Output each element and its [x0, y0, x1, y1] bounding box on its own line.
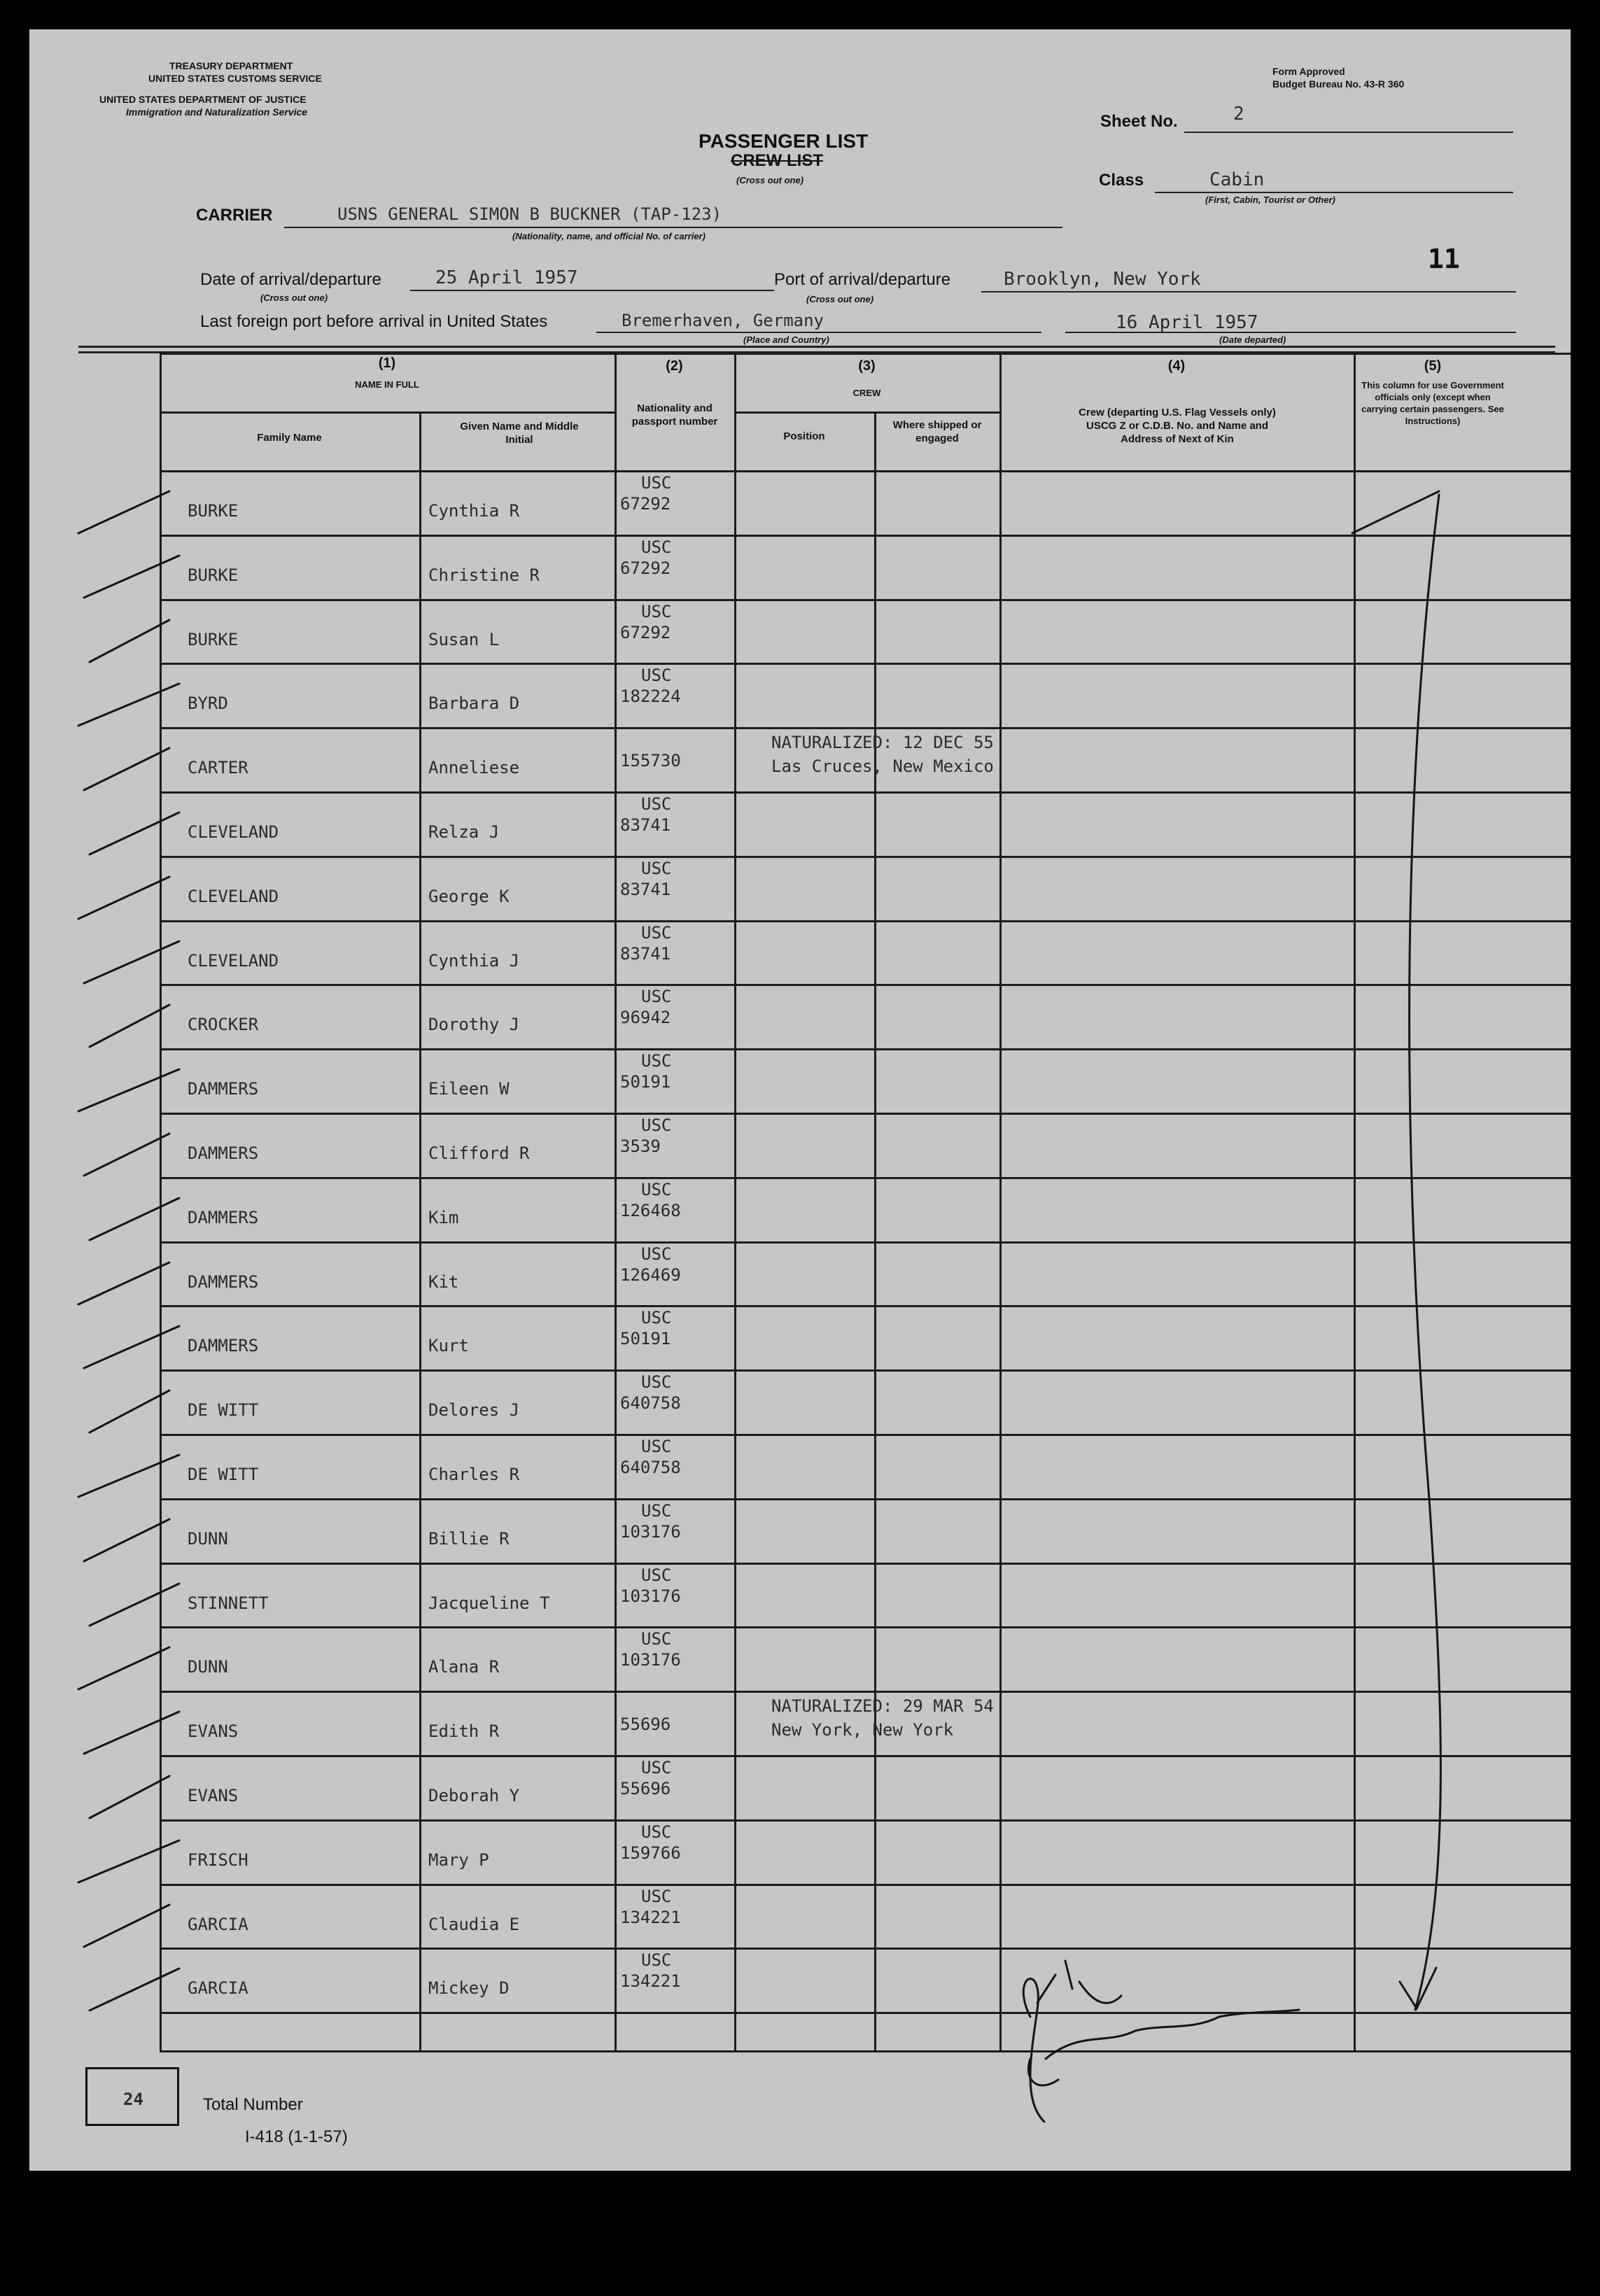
passport-number: 67292	[620, 623, 671, 642]
passport-number: 83741	[620, 815, 671, 835]
place-hint: (Place and Country)	[743, 334, 829, 345]
row-check-mark	[90, 1198, 179, 1240]
row-check-mark	[84, 1326, 179, 1368]
passport-number: 640758	[620, 1393, 681, 1413]
row-check-mark	[84, 1134, 169, 1176]
form-number: I-418 (1-1-57)	[245, 2127, 348, 2146]
row-check-mark	[84, 1905, 169, 1947]
carrier-value: USNS GENERAL SIMON B BUCKNER (TAP-123)	[337, 204, 722, 224]
class-label: Class	[1099, 171, 1144, 190]
nationality: USC	[641, 1372, 672, 1392]
nationality: USC	[641, 1180, 672, 1199]
row-check-mark	[84, 556, 179, 598]
col2-number: (2)	[666, 358, 683, 374]
passport-number: 3539	[620, 1136, 661, 1156]
family-name: EVANS	[188, 1786, 239, 1805]
given-name: Deborah Y	[428, 1786, 520, 1805]
given-name: Kit	[428, 1272, 459, 1292]
passport-number: 640758	[620, 1458, 681, 1477]
crew-list-crossed: CREW LIST	[731, 151, 823, 170]
given-name: Eileen W	[428, 1079, 510, 1099]
nationality: USC	[641, 1950, 672, 1970]
family-name: DUNN	[188, 1529, 228, 1549]
where-shipped-header: Where shipped or engaged	[892, 419, 982, 444]
family-name: DAMMERS	[188, 1336, 259, 1355]
column5-arrow-line	[1410, 495, 1441, 2010]
carrier-hint: (Nationality, name, and official No. of carrier)	[512, 231, 706, 241]
col2-title: Nationality and passport number	[631, 402, 718, 428]
nationality: USC	[641, 1308, 672, 1327]
naturalized-place: New York, New York	[771, 1720, 954, 1740]
agency-line-3: UNITED STATES DEPARTMENT OF JUSTICE	[99, 94, 307, 105]
given-name: Mickey D	[428, 1978, 510, 1998]
family-name: DAMMERS	[188, 1272, 259, 1292]
passport-number: 134221	[620, 1908, 681, 1927]
naturalized-place: Las Cruces, New Mexico	[771, 756, 994, 776]
family-name: CLEVELAND	[188, 887, 279, 906]
nationality: USC	[641, 1822, 672, 1842]
row-check-mark	[84, 941, 179, 983]
passport-number: 67292	[620, 558, 671, 578]
row-check-mark	[78, 1647, 169, 1689]
total-value: 24	[123, 2090, 143, 2109]
family-name: CLEVELAND	[188, 822, 279, 842]
passport-number: 96942	[620, 1008, 671, 1027]
handwritten-signature	[1023, 1961, 1299, 2122]
form-approved: Form Approved	[1272, 66, 1345, 77]
foreign-port-label: Last foreign port before arrival in United States	[200, 312, 548, 331]
family-name: FRISCH	[188, 1850, 248, 1870]
given-name: Barbara D	[428, 693, 520, 713]
date-departed-value: 16 April 1957	[1116, 312, 1258, 333]
row-check-mark	[90, 1968, 179, 2010]
given-name: Cynthia R	[428, 501, 520, 521]
nationality: USC	[641, 602, 672, 621]
sheet-label: Sheet No.	[1100, 112, 1178, 131]
row-check-mark	[78, 1455, 179, 1497]
page-number: 11	[1428, 244, 1460, 274]
family-name: CROCKER	[188, 1015, 259, 1034]
port-hint: (Cross out one)	[806, 294, 874, 304]
row-check-mark	[84, 748, 169, 790]
given-name: Relza J	[428, 822, 500, 842]
row-check-mark	[78, 684, 179, 726]
date-departed-hint: (Date departed)	[1219, 334, 1286, 345]
naturalized-note: NATURALIZED: 12 DEC 55	[771, 733, 994, 752]
nationality: USC	[641, 1115, 672, 1135]
passport-number: 159766	[620, 1843, 681, 1863]
passport-number: 182224	[620, 686, 681, 706]
col4-title: Crew (departing U.S. Flag Vessels only) USCG Z or C.D.B. No. and Name and Address of Next of Kin	[1079, 407, 1276, 445]
nationality: USC	[641, 665, 672, 685]
nationality: USC	[641, 537, 672, 557]
col5-title: This column for use Government officials only (except when carrying certain passengers. See Instructions)	[1361, 380, 1504, 426]
agency-line-4: Immigration and Naturalization Service	[126, 106, 308, 118]
handwritten-marks	[29, 29, 1571, 2171]
passenger-list-form	[29, 29, 1571, 2171]
passport-number: 50191	[620, 1072, 671, 1092]
row-check-mark	[90, 1390, 169, 1432]
passport-number: 134221	[620, 1971, 681, 1991]
position-header: Position	[783, 430, 825, 442]
port-label: Port of arrival/departure	[774, 270, 951, 289]
row-check-mark	[90, 620, 169, 662]
family-name: GARCIA	[188, 1978, 248, 1998]
family-name: DE WITT	[188, 1400, 259, 1420]
naturalized-note: NATURALIZED: 29 MAR 54	[771, 1696, 994, 1716]
col4-number: (4)	[1167, 358, 1186, 374]
carrier-label: CARRIER	[196, 206, 273, 225]
given-name: Christine R	[428, 565, 540, 585]
given-name: Edith R	[428, 1721, 500, 1741]
nationality: USC	[641, 859, 672, 878]
given-name: George K	[428, 887, 510, 906]
col1-title: NAME IN FULL	[355, 379, 419, 390]
nationality: USC	[641, 1051, 672, 1071]
given-name: Delores J	[428, 1400, 520, 1420]
family-name: DE WITT	[188, 1465, 259, 1484]
budget-bureau: Budget Bureau No. 43-R 360	[1272, 78, 1405, 90]
total-label: Total Number	[203, 2095, 303, 2114]
foreign-port-value: Bremerhaven, Germany	[622, 311, 824, 330]
col5-number: (5)	[1424, 358, 1442, 374]
given-name: Cynthia J	[428, 951, 520, 971]
given-name: Clifford R	[428, 1143, 530, 1163]
family-name: CARTER	[188, 758, 248, 777]
passport-number: 103176	[620, 1586, 681, 1606]
family-name: DAMMERS	[188, 1143, 259, 1163]
row-check-mark	[78, 491, 169, 533]
passport-number: 126469	[620, 1265, 681, 1285]
agency-line-1: TREASURY DEPARTMENT	[169, 60, 293, 71]
passport-number: 126468	[620, 1201, 681, 1220]
passport-number: 50191	[620, 1329, 671, 1348]
family-name: DAMMERS	[188, 1208, 259, 1227]
row-check-mark	[78, 1069, 179, 1111]
row-check-mark	[84, 1519, 169, 1561]
given-name: Mary P	[428, 1850, 489, 1870]
nationality: USC	[641, 473, 672, 493]
given-name: Alana R	[428, 1657, 500, 1677]
passport-number: 55696	[620, 1779, 671, 1798]
given-name: Susan L	[428, 630, 500, 649]
nationality: USC	[641, 1501, 672, 1521]
form-title: PASSENGER LIST	[699, 130, 869, 152]
row-check-mark	[84, 1712, 179, 1754]
passport-number: 55696	[620, 1714, 671, 1734]
nationality: USC	[641, 987, 672, 1006]
family-name: GARCIA	[188, 1915, 248, 1934]
given-name: Dorothy J	[428, 1015, 520, 1034]
nationality: USC	[641, 1887, 672, 1906]
date-label: Date of arrival/departure	[200, 270, 381, 289]
date-value: 25 April 1957	[435, 267, 578, 288]
nationality: USC	[641, 1244, 672, 1264]
nationality: USC	[641, 1629, 672, 1649]
col3-number: (3)	[858, 358, 876, 374]
nationality: USC	[641, 923, 672, 943]
nationality: USC	[641, 794, 672, 814]
row-check-mark	[78, 1840, 179, 1882]
given-name: Anneliese	[428, 758, 520, 777]
family-name: BURKE	[188, 565, 239, 585]
cross-out-hint: (Cross out one)	[736, 175, 804, 185]
class-value: Cabin	[1209, 169, 1265, 190]
row-check-mark	[90, 1776, 169, 1818]
passport-number: 67292	[620, 494, 671, 514]
row-check-mark	[90, 1584, 179, 1626]
passport-number: 83741	[620, 944, 671, 964]
nationality: USC	[641, 1565, 672, 1585]
family-name: CLEVELAND	[188, 951, 279, 971]
port-value: Brooklyn, New York	[1004, 269, 1201, 290]
family-name: DAMMERS	[188, 1079, 259, 1099]
nationality: USC	[641, 1758, 672, 1777]
family-name-header: Family Name	[257, 432, 322, 444]
passport-number: 155730	[620, 751, 681, 770]
family-name: STINNETT	[188, 1593, 269, 1613]
row-check-mark	[78, 877, 169, 919]
row-check-mark	[78, 1262, 169, 1304]
given-name: Charles R	[428, 1465, 520, 1484]
row-check-mark	[90, 1005, 169, 1047]
given-name: Kurt	[428, 1336, 469, 1355]
given-name-header: Given Name and Middle Initial	[460, 421, 579, 446]
date-hint: (Cross out one)	[260, 293, 328, 303]
agency-line-2: UNITED STATES CUSTOMS SERVICE	[148, 73, 322, 84]
family-name: DUNN	[188, 1657, 228, 1677]
class-hint: (First, Cabin, Tourist or Other)	[1205, 195, 1335, 205]
col1-number: (1)	[378, 355, 396, 371]
family-name: BURKE	[188, 501, 239, 521]
given-name: Jacqueline T	[428, 1593, 550, 1613]
given-name: Claudia E	[428, 1915, 520, 1934]
passport-number: 83741	[620, 880, 671, 899]
col3-title: CREW	[852, 388, 881, 398]
sheet-number: 2	[1233, 104, 1244, 125]
given-name: Kim	[428, 1208, 459, 1227]
passport-number: 103176	[620, 1650, 681, 1670]
column5-check-mark	[1352, 491, 1439, 533]
passport-number: 103176	[620, 1522, 681, 1542]
row-check-mark	[90, 812, 179, 854]
family-name: BYRD	[188, 693, 228, 713]
given-name: Billie R	[428, 1529, 510, 1549]
nationality: USC	[641, 1437, 672, 1456]
family-name: BURKE	[188, 630, 239, 649]
family-name: EVANS	[188, 1721, 239, 1741]
